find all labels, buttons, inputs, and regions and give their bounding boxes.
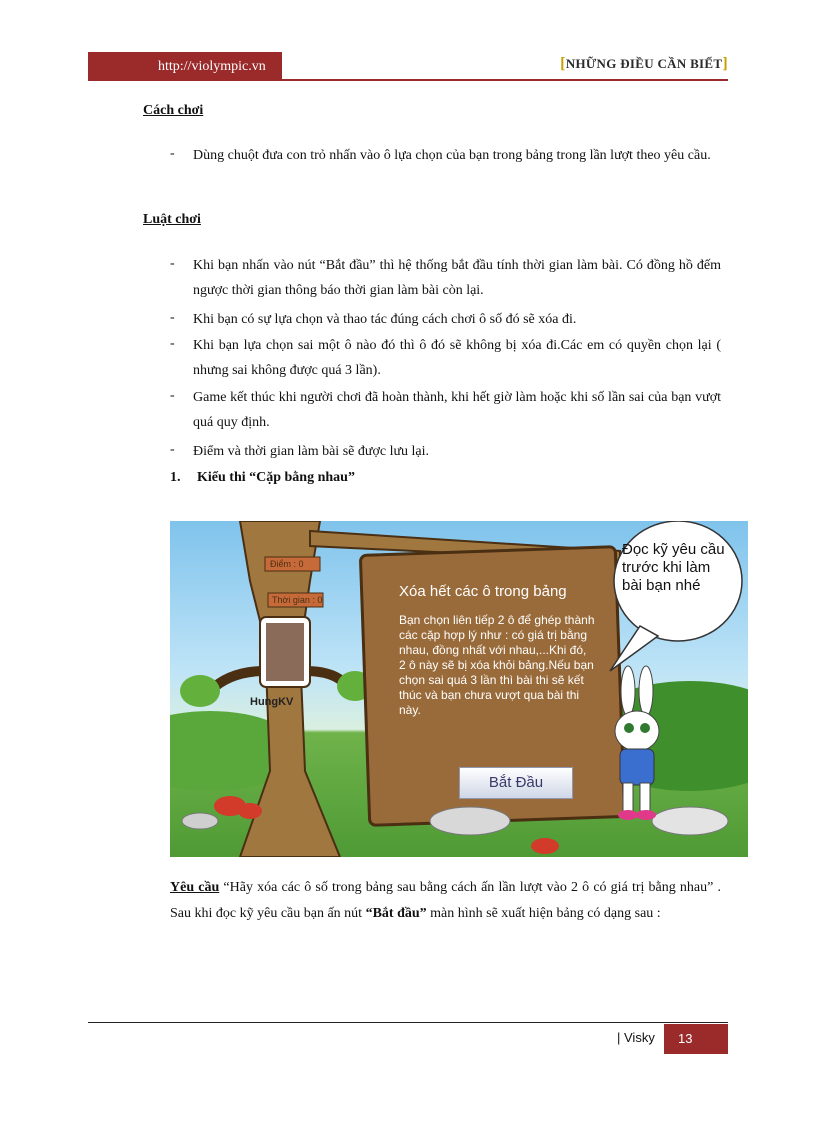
mode-title: Kiểu thi “Cặp bằng nhau” bbox=[197, 470, 355, 485]
footer-rule bbox=[88, 1022, 728, 1023]
bullet: - bbox=[170, 310, 175, 325]
page-number: 13 bbox=[664, 1024, 728, 1054]
board-instructions: Bạn chọn liên tiếp 2 ô để ghép thành các cặp hợp lý như : có giá trị bằng nhau, đồng nhất với nhau,...Khi đó, 2 ô này sẽ bị xóa khỏi bảng.Nếu bạn chọn sai quá 3 lần thì bài thi sẽ kết thúc và bạn chưa vượt qua bài thi này. bbox=[399, 613, 595, 717]
rule-item: Điểm và thời gian làm bài sẽ được lưu lại. bbox=[193, 444, 430, 459]
header-bracket-close: ] bbox=[722, 55, 728, 72]
header-bracket-open: [ bbox=[560, 55, 566, 72]
player-name: HungKV bbox=[250, 696, 294, 708]
rule-item: Khi bạn lựa chọn sai một ô nào đó thì ô đó sẽ không bị xóa đi.Các em có quyền chọn lại ( nhưng sai không được quá 3 lần). bbox=[193, 338, 721, 378]
bullet: - bbox=[170, 388, 175, 403]
bullet: - bbox=[170, 336, 175, 351]
requirement-bold: “Bắt đầu” bbox=[365, 906, 427, 921]
section-heading-rules: Luật chơi bbox=[143, 212, 201, 227]
requirement-text-1: “Hãy xóa các ô số trong bảng sau bằng cách ấn lần lượt vào 2 ô có giá trị bằng nhau” . Sau khi đọc kỹ yêu cầu bạn ấn nút bbox=[170, 880, 721, 921]
bullet: - bbox=[170, 256, 175, 271]
requirement-text-2: màn hình sẽ xuất hiện bảng có dạng sau : bbox=[426, 906, 661, 921]
rule-item: Game kết thúc khi người chơi đã hoàn thành, khi hết giờ làm hoặc khi số lần sai của bạn vượt quá quy định. bbox=[193, 390, 721, 430]
header-title: NHỮNG ĐIỀU CẦN BIẾT bbox=[565, 56, 723, 71]
how-to-play-item: Dùng chuột đưa con trỏ nhấn vào ô lựa chọn của bạn trong bảng trong lần lượt theo yêu cầu. bbox=[193, 148, 711, 163]
section-heading-how-to-play: Cách chơi bbox=[143, 103, 204, 118]
header-title-wrap bbox=[560, 55, 728, 73]
requirement-label: Yêu cầu bbox=[170, 880, 220, 895]
speech-bubble-text: Đọc kỹ yêu cầu trước khi làm bài bạn nhé bbox=[622, 541, 725, 594]
rule-item: Khi bạn nhấn vào nút “Bắt đầu” thì hệ thống bắt đầu tính thời gian làm bài. Có đồng hồ đếm ngược thời gian thông báo thời gian làm bài còn lại. bbox=[193, 258, 721, 298]
header-rule bbox=[88, 79, 728, 81]
header-url: http://violympic.vn bbox=[88, 52, 282, 81]
score-label: Điểm : 0 bbox=[270, 559, 304, 569]
game-screenshot bbox=[170, 521, 748, 857]
bullet: - bbox=[170, 442, 175, 457]
requirement-paragraph bbox=[170, 875, 721, 927]
mode-number: 1. bbox=[170, 470, 181, 485]
footer-brand: | Visky bbox=[617, 1030, 655, 1045]
start-button[interactable]: Bắt Đầu bbox=[459, 767, 573, 799]
bullet: - bbox=[170, 146, 175, 161]
board-title: Xóa hết các ô trong bảng bbox=[399, 583, 567, 600]
rule-item: Khi bạn có sự lựa chọn và thao tác đúng cách chơi ô số đó sẽ xóa đi. bbox=[193, 312, 577, 327]
time-label: Thời gian : 0 bbox=[272, 595, 323, 605]
